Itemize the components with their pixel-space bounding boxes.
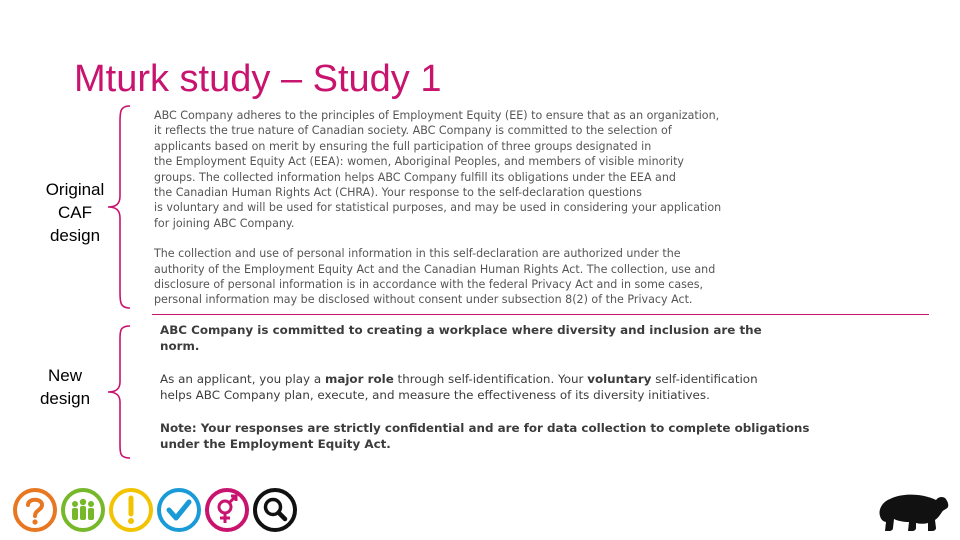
label-line: design <box>39 389 91 408</box>
exclamation-icon[interactable] <box>108 487 154 533</box>
new-applicant-paragraph <box>160 371 850 404</box>
text-line: applicants based on merit by ensuring the full participation of three groups designated in <box>154 139 652 153</box>
text-line: for joining ABC Company. <box>154 216 295 230</box>
original-paragraph-2 <box>154 246 854 308</box>
text-line: the Employment Equity Act (EEA): women, Aboriginal Peoples, and members of visible minority <box>154 155 684 169</box>
text-line: Note: Your responses are strictly confidential and are for data collection to complete obligations <box>160 421 810 436</box>
new-heading <box>160 322 850 355</box>
text-line: under the Employment Equity Act. <box>160 437 391 452</box>
text-line: The collection and use of personal information in this self-declaration are authorized under the <box>154 247 681 261</box>
text-line: disclosure of personal information is in accordance with the federal Privacy Act and in some cases, <box>154 278 704 292</box>
label-line: New <box>47 366 82 385</box>
label-line: CAF <box>58 203 92 222</box>
text-line: helps ABC Company plan, execute, and measure the effectiveness of its diversity initiatives. <box>160 388 710 403</box>
emphasis-text: voluntary <box>587 372 652 387</box>
text-line: ABC Company adheres to the principles of Employment Equity (EE) to ensure that as an organization, <box>154 109 720 122</box>
bear-logo <box>876 488 950 532</box>
checkmark-icon[interactable] <box>156 487 202 533</box>
original-caf-text <box>154 108 854 308</box>
question-icon[interactable] <box>12 487 58 533</box>
text-line: norm. <box>160 339 200 354</box>
text-run: through self-identification. Your <box>393 372 588 387</box>
text-line: authority of the Employment Equity Act and the Canadian Human Rights Act. The collection, use and <box>154 262 716 276</box>
text-run: As an applicant, you play a <box>160 372 325 387</box>
text-line: the Canadian Human Rights Act (CHRA). Your response to the self-declaration questions <box>154 186 642 200</box>
text-line: ABC Company is committed to creating a workplace where diversity and inclusion are the <box>160 323 762 337</box>
magnifier-icon[interactable] <box>252 487 298 533</box>
gender-icon[interactable] <box>204 487 250 533</box>
label-line: design <box>49 226 101 245</box>
text-line: it reflects the true nature of Canadian society. ABC Company is committed to the selection of <box>154 124 672 138</box>
new-design-brace <box>106 324 132 460</box>
original-design-brace <box>106 104 132 310</box>
new-note-paragraph <box>160 420 850 453</box>
text-run: self-identification <box>651 372 758 387</box>
text-line: groups. The collected information helps ABC Company fulfill its obligations under the EEA and <box>154 170 676 184</box>
new-design-text <box>160 322 850 453</box>
new-design-label <box>20 364 110 410</box>
label-line: Original <box>45 180 105 199</box>
emphasis-text: major role <box>324 372 394 387</box>
people-icon[interactable] <box>60 487 106 533</box>
text-line: is voluntary and will be used for statistical purposes, and may be used in considering your application <box>154 201 722 215</box>
slide-title: Mturk study – Study 1 <box>74 58 442 100</box>
text-line: personal information may be disclosed without consent under subsection 8(2) of the Privacy Act. <box>154 293 693 307</box>
section-divider <box>152 314 929 315</box>
original-paragraph-1 <box>154 108 854 231</box>
